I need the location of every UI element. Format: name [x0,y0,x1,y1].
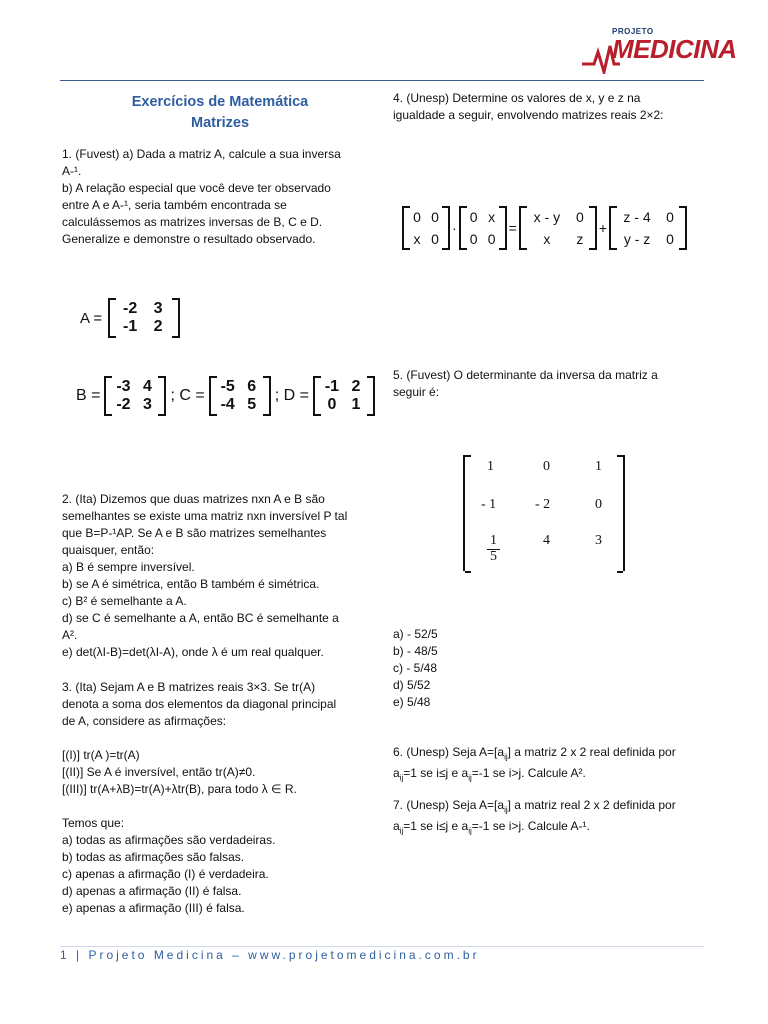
dot-operator: · [452,220,457,236]
plus-operator: + [598,220,608,236]
footer-text: 1 | Projeto Medicina – www.projetomedicina.com.br [60,948,480,962]
matrix-d-label: ; D = [274,387,309,404]
matrix-cell: 3 [143,396,152,413]
matrix-cell: -2 [116,396,131,413]
matrix-cell: -3 [116,378,131,395]
matrix-5 [463,455,625,571]
question-3: 3. (Ita) Sejam A e B matrizes reais 3×3. Se tr(A) denota a soma dos elementos da diagonal principal de A, considere as afirmações: [(I)] tr(A )=tr(A) [(II)] Se A é inversível, então tr(A)≠0. [(III)] tr(A+λB)=tr(A)+λtr(B), para todo λ ∈ R. Temos que: a) todas as afirmações são verdadeiras. b) todas as afirmações são falsas. c) apenas a afirmação (I) é verdadeira. d) apenas a afirmação (II) é falsa. e) apenas a afirmação (III) é falsa. [62,680,337,915]
matrix-cell: z [576,231,584,247]
matrix-cell: 0 [666,231,674,247]
matrix-cell: -2 [122,300,138,317]
matrix-cell: 6 [247,378,257,395]
matrix-cell: 3 [153,300,163,317]
equals-operator: = [508,220,517,236]
matrix-cell: 0 [413,209,421,225]
fraction-denominator: 5 [490,549,497,564]
matrix-cell: 0 [469,209,478,225]
matrix-a-label: A = [80,309,103,327]
question-4: 4. (Unesp) Determine os valores de x, y e z na igualdade a seguir, envolvendo matrizes reais 2×2: [393,91,664,122]
footer-rule [60,946,704,947]
matrix-cell: 0 [469,231,478,247]
matrices-bcd [76,376,375,416]
matrix-cell: 0 [595,497,602,512]
matrix-cell: 0 [431,209,439,225]
page-title: Exercícios de Matemática [131,94,309,110]
matrix-c-label: ; C = [170,387,205,404]
matrix-cell: x - y [533,209,561,225]
question-5-options: a) - 52/5 b) - 48/5 c) - 5/48 d) 5/52 e) 5/48 [393,627,438,709]
matrix-cell: x [488,209,496,225]
question-6: 6. (Unesp) Seja $A=[a_{ij}]$ a matriz 2 x 2 real definida por $a_{ij}=1$ se i≤j e $a_{ij}=-1$ se i>j. Calcule A². [393,745,676,783]
matrix-cell: 2 [351,378,361,395]
question-7: 7. (Unesp) Seja $A=[a_{ij}]$ a matriz real 2 x 2 definida por $a_{ij}=1$ se i≤j e $a_{ij}=-1$ se i>j. Calcule A-¹. [393,798,676,836]
matrix-cell: -4 [220,396,235,413]
matrix-cell: - 1 [481,497,497,512]
matrix-cell: 0 [666,209,674,225]
matrix-cell: 1 [595,459,602,474]
matrix-b-label: B = [76,387,101,404]
matrix-cell: -1 [324,378,340,395]
matrix-cell: 4 [143,378,152,395]
question-1: 1. (Fuvest) a) Dada a matriz A, calcule a sua inversa A-¹. b) A relação especial que você deve ter observado entre A e A-¹, seria também encontrada se calculássemos as matrizes inversas de B, C e D. Generalize e demonstre o resultado observado. [62,147,341,246]
question-5: 5. (Fuvest) O determinante da inversa da matriz a seguir é: [393,368,658,399]
matrix-a [80,298,180,338]
matrix-cell: -5 [220,378,235,395]
matrix-cell: 1 [351,396,361,413]
matrix-cell: 0 [431,231,439,247]
matrix-cell: -1 [122,318,138,335]
matrix-cell: 2 [153,318,163,335]
question-2: 2. (Ita) Dizemos que duas matrizes nxn A e B são semelhantes se existe uma matriz nxn inversível P tal que B=P-¹AP. Se A e B são matrizes semelhantes quaisquer, então: a) B é sempre inversível. b) se A é simétrica, então B também é simétrica. c) B² é semelhante a A. d) se C é semelhante a A, então BC é semelhante a A². e) det(λI-B)=det(λI-A), onde λ é um real qualquer. [62,492,348,659]
logo-heartbeat-icon [580,38,620,74]
matrix-cell: y - z [623,231,651,247]
matrix-cell: - 2 [535,497,551,512]
matrix-cell: 0 [543,459,550,474]
matrix-cell: 3 [595,533,602,548]
matrix-cell: 0 [487,231,496,247]
matrix-cell: x [413,231,421,247]
equation-4 [402,206,687,250]
matrix-cell: z - 4 [623,209,651,225]
matrix-cell: 0 [575,209,584,225]
matrix-cell: 1 [487,459,494,474]
matrix-cell: 5 [247,396,257,413]
matrix-cell: 4 [543,533,550,548]
page-subtitle: Matrizes [190,115,250,131]
matrix-cell: x [543,231,551,247]
matrix-cell: 0 [327,396,337,413]
logo-medicina-text: MEDICINA [612,34,737,64]
header-rule [60,80,704,81]
logo-projeto-text: PROJETO [612,27,654,36]
fraction-numerator: 1 [487,533,500,550]
